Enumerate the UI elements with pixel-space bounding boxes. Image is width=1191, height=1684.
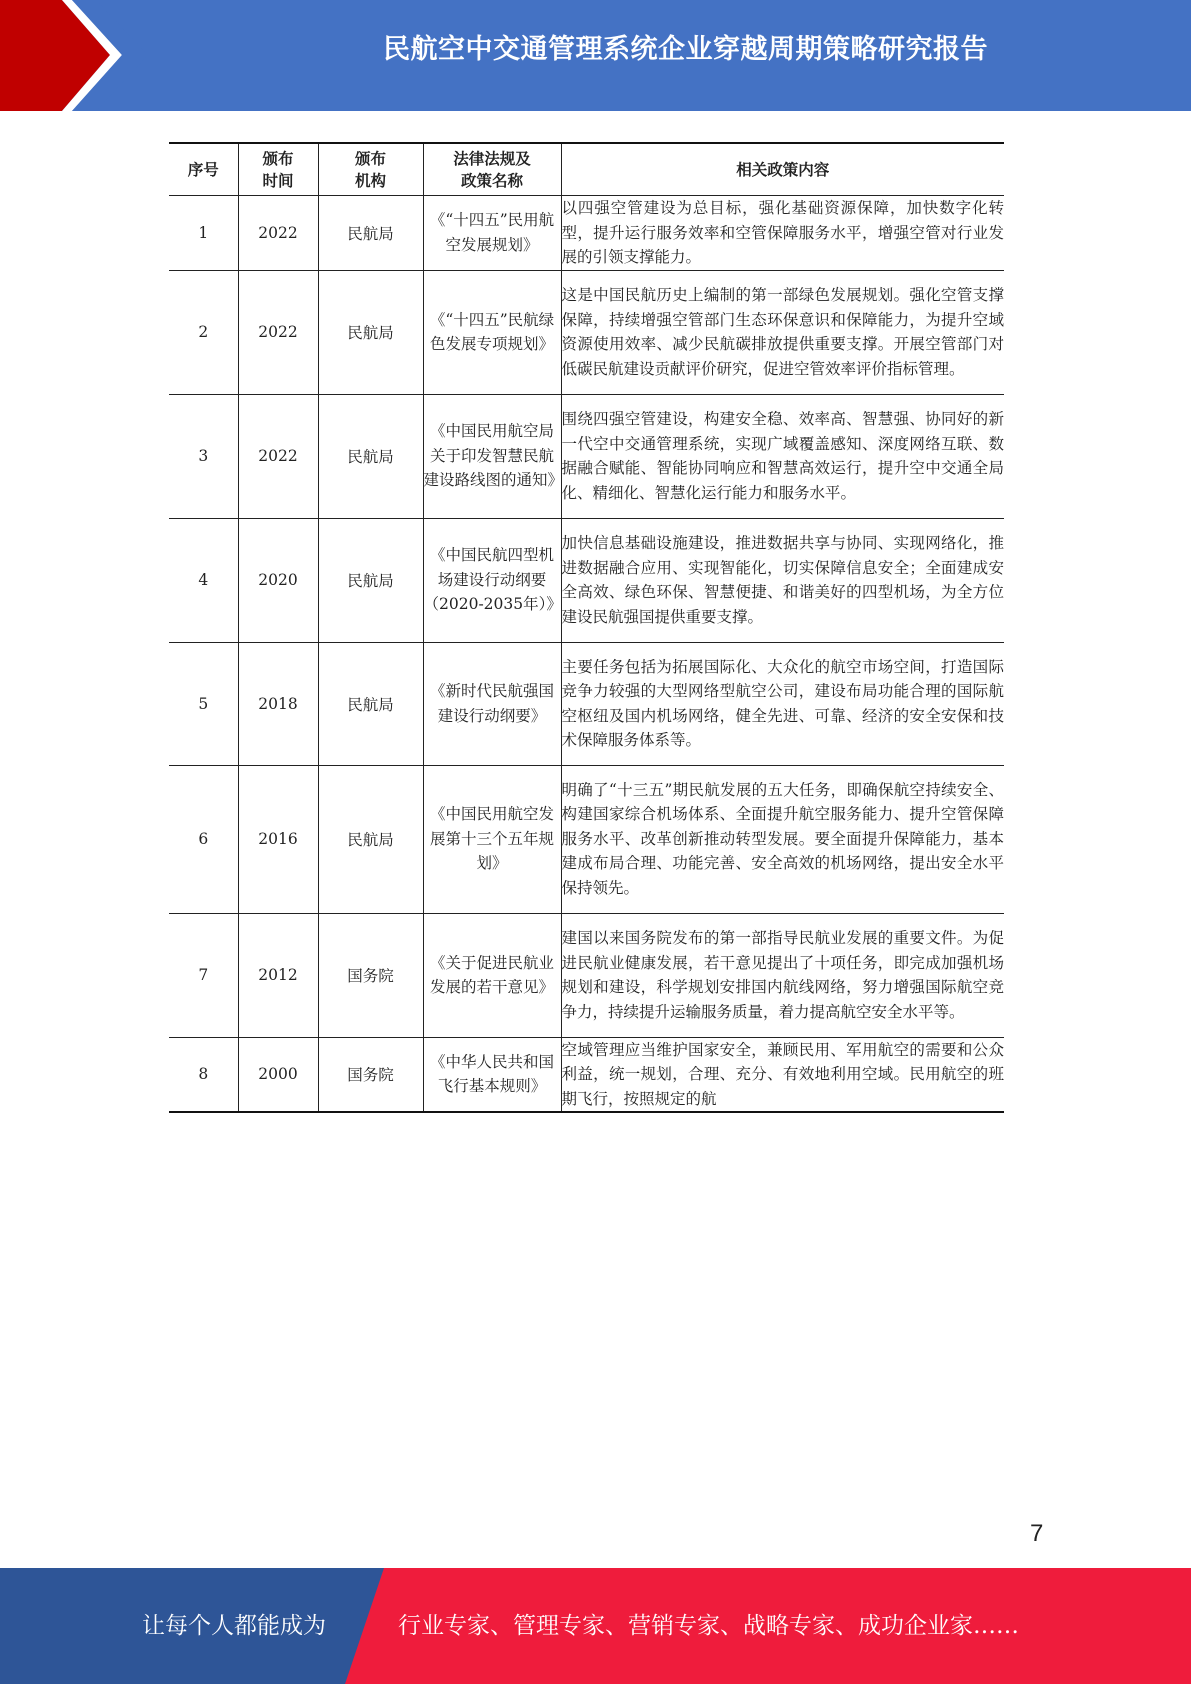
footer-slogan-left: 让每个人都能成为	[142, 1613, 326, 1639]
row-content: 加快信息基础设施建设，推进数据共享与协同、实现网络化，推进数据融合应用、实现智能化，切实保障信息安全；全面建成安全高效、绿色环保、智慧便捷、和谐美好的四型机场，为全方位建设民航强国提供重要支撑。	[561, 518, 1004, 642]
row-content: 以四强空管建设为总目标，强化基础资源保障，加快数字化转型，提升运行服务效率和空管保障服务水平，增强空管对行业发展的引领支撑能力。	[561, 196, 1004, 271]
row-agency: 国务院	[318, 1037, 423, 1112]
policy-table-container	[169, 142, 1004, 1113]
row-agency: 民航局	[318, 642, 423, 765]
row-policy-name: 《中国民用航空发展第十三个五年规划》	[423, 765, 561, 913]
row-policy-name: 《中国民航四型机场建设行动纲要（2020-2035年）》	[423, 518, 561, 642]
header-time: 颁布 时间	[238, 143, 318, 196]
row-policy-name: 《中华人民共和国飞行基本规则》	[423, 1037, 561, 1112]
header-content: 相关政策内容	[561, 143, 1004, 196]
row-year: 2022	[238, 270, 318, 394]
row-seq: 3	[169, 394, 238, 518]
row-agency: 国务院	[318, 913, 423, 1037]
row-year: 2022	[238, 196, 318, 271]
row-year: 2018	[238, 642, 318, 765]
row-agency: 民航局	[318, 518, 423, 642]
row-year: 2016	[238, 765, 318, 913]
table-row	[169, 196, 1004, 271]
header-seq: 序号	[169, 143, 238, 196]
row-policy-name: 《新时代民航强国建设行动纲要》	[423, 642, 561, 765]
row-agency: 民航局	[318, 196, 423, 271]
row-seq: 8	[169, 1037, 238, 1112]
row-seq: 1	[169, 196, 238, 271]
row-agency: 民航局	[318, 270, 423, 394]
table-row	[169, 913, 1004, 1037]
footer-slogan-right: 行业专家、管理专家、营销专家、战略专家、成功企业家……	[398, 1613, 1019, 1639]
row-seq: 2	[169, 270, 238, 394]
row-year: 2000	[238, 1037, 318, 1112]
table-row	[169, 642, 1004, 765]
table-header-row	[169, 143, 1004, 196]
row-seq: 5	[169, 642, 238, 765]
row-policy-name: 《中国民用航空局关于印发智慧民航建设路线图的通知》	[423, 394, 561, 518]
row-policy-name: 《“十四五”民航绿色发展专项规划》	[423, 270, 561, 394]
table-row	[169, 518, 1004, 642]
row-year: 2020	[238, 518, 318, 642]
row-seq: 4	[169, 518, 238, 642]
row-policy-name: 《关于促进民航业发展的若干意见》	[423, 913, 561, 1037]
row-content: 空域管理应当维护国家安全，兼顾民用、军用航空的需要和公众利益，统一规划，合理、充分、有效地利用空域。民用航空的班期飞行，按照规定的航	[561, 1037, 1004, 1112]
row-seq: 6	[169, 765, 238, 913]
row-content: 建国以来国务院发布的第一部指导民航业发展的重要文件。为促进民航业健康发展，若干意见提出了十项任务，即完成加强机场规划和建设，科学规划安排国内航线网络，努力增强国际航空竞争力，持续提升运输服务质量，着力提高航空安全水平等。	[561, 913, 1004, 1037]
footer-banner	[0, 1568, 1191, 1684]
policy-table	[169, 142, 1004, 1113]
row-content: 明确了“十三五”期民航发展的五大任务，即确保航空持续安全、构建国家综合机场体系、全面提升航空服务能力、提升空管保障服务水平、改革创新推动转型发展。要全面提升保障能力，基本建成布局合理、功能完善、安全高效的机场网络，提出安全水平保持领先。	[561, 765, 1004, 913]
row-content: 这是中国民航历史上编制的第一部绿色发展规划。强化空管支撑保障，持续增强空管部门生态环保意识和保障能力，为提升空域资源使用效率、减少民航碳排放提供重要支撑。开展空管部门对低碳民航建设贡献评价研究，促进空管效率评价指标管理。	[561, 270, 1004, 394]
report-title: 民航空中交通管理系统企业穿越周期策略研究报告	[383, 34, 988, 65]
table-row	[169, 765, 1004, 913]
row-content: 围绕四强空管建设，构建安全稳、效率高、智慧强、协同好的新一代空中交通管理系统，实现广域覆盖感知、深度网络互联、数据融合赋能、智能协同响应和智慧高效运行，提升空中交通全局化、精细化、智慧化运行能力和服务水平。	[561, 394, 1004, 518]
row-year: 2012	[238, 913, 318, 1037]
header-arrow-decoration	[0, 0, 160, 111]
row-seq: 7	[169, 913, 238, 1037]
table-row	[169, 1037, 1004, 1112]
table-row	[169, 270, 1004, 394]
header-banner	[0, 0, 1191, 111]
header-policy-name: 法律法规及 政策名称	[423, 143, 561, 196]
row-year: 2022	[238, 394, 318, 518]
page-number: 7	[1030, 1520, 1044, 1547]
table-row	[169, 394, 1004, 518]
row-agency: 民航局	[318, 765, 423, 913]
row-agency: 民航局	[318, 394, 423, 518]
row-policy-name: 《“十四五”民用航空发展规划》	[423, 196, 561, 271]
header-agency: 颁布 机构	[318, 143, 423, 196]
row-content: 主要任务包括为拓展国际化、大众化的航空市场空间，打造国际竞争力较强的大型网络型航空公司，建设布局功能合理的国际航空枢纽及国内机场网络，健全先进、可靠、经济的安全安保和技术保障服务体系等。	[561, 642, 1004, 765]
